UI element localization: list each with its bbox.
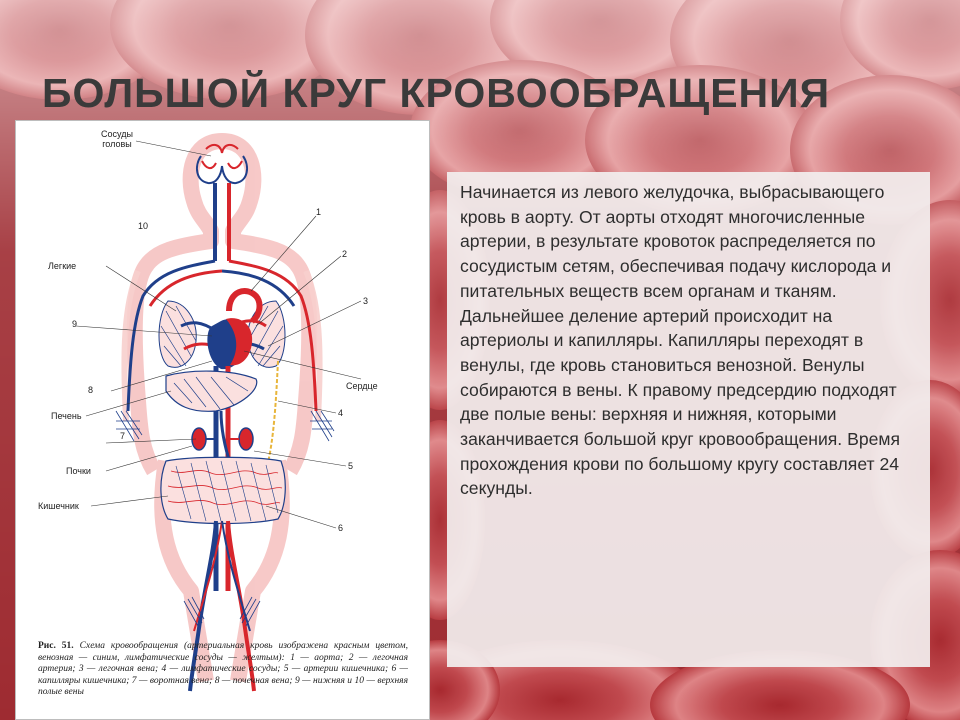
circulation-diagram	[15, 120, 430, 720]
label-8: 8	[88, 385, 94, 395]
label-9: 9	[72, 319, 78, 329]
label-lungs: Легкие	[48, 261, 77, 271]
slide-title: БОЛЬШОЙ КРУГ КРОВООБРАЩЕНИЯ	[42, 70, 831, 116]
label-4: 4	[338, 408, 344, 418]
label-6: 6	[338, 523, 344, 533]
body-text-box	[447, 172, 930, 667]
label-1: 1	[316, 207, 322, 217]
label-heart: Сердце	[346, 381, 378, 391]
body-text: Начинается из левого желудочка, выбрасывающего кровь в аорту. От аорты отходят многочисленные артерии, в результате кровоток распределяется по сосудистым сетям, обеспечивая подачу кислорода и питательных веществ всем органам и тканям. Дальнейшее деление артерий происходит на артериолы и капилляры. Капилляры переходят в венулы, где кровь становиться венозной. Венулы собираются в вены. К правому предсердию подходят две полые вены: верхняя и нижняя, которыми заканчивается большой круг кровообращения. Время прохождения крови по большому кругу составляет 24 секунды.	[460, 182, 901, 499]
label-2: 2	[342, 249, 348, 259]
label-kidneys: Почки	[66, 466, 91, 476]
caption-text: Схема кровообращения (артериальная кровь изображена красным цветом, венозная — синим, лимфатические сосуды — желтым): 1 — аорта; 2 — легочная артерия; 3 — легочная вена; 4 — лимфатические сосуды; 5 — артерии кишечника; 6 — капилляры кишечника; 7 — воротная вена; 8 — почечная вена; 9 — нижняя и 10 — верхняя полые вены	[38, 641, 408, 698]
figure-caption	[38, 641, 408, 699]
label-7: 7	[120, 431, 126, 441]
label-head-vessels: Сосуды головы	[101, 129, 133, 149]
label-10: 10	[138, 221, 149, 231]
label-liver: Печень	[51, 411, 82, 421]
label-intestine: Кишечник	[38, 501, 79, 511]
label-3: 3	[363, 296, 369, 306]
label-5: 5	[348, 461, 354, 471]
caption-number: Рис. 51.	[38, 641, 74, 651]
